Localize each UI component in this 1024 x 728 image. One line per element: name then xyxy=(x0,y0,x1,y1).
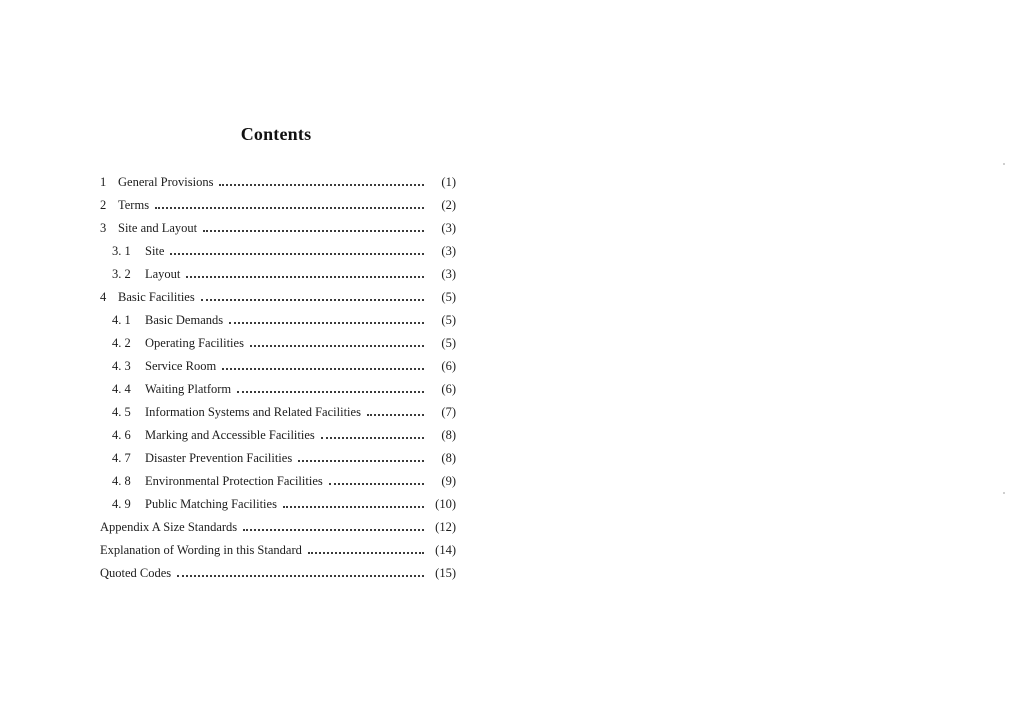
toc-entry-title: Site xyxy=(145,244,165,258)
toc-entry-number: 1 xyxy=(100,175,107,189)
toc-entry[interactable] xyxy=(100,378,456,401)
toc-entry-number: 4. 3 xyxy=(112,359,131,373)
toc-entry-title: Terms xyxy=(118,198,150,212)
toc-entry-number: 4. 7 xyxy=(112,451,131,465)
toc-entry-number: 4 xyxy=(100,290,107,304)
dot-leader xyxy=(308,542,424,554)
toc-entry-page: (5) xyxy=(441,290,456,304)
toc-entry-page: (2) xyxy=(441,198,456,212)
toc-entry-page: (9) xyxy=(441,474,456,488)
toc-entry-number: 4. 5 xyxy=(112,405,131,419)
toc-entry-title: Service Room xyxy=(145,359,217,373)
toc-entry-page: (1) xyxy=(441,175,456,189)
toc-entry-title: Waiting Platform xyxy=(145,382,232,396)
dot-leader xyxy=(203,220,424,232)
toc-entry-page: (14) xyxy=(435,543,456,557)
toc-entry[interactable] xyxy=(100,309,456,332)
toc-entry-title: Disaster Prevention Facilities xyxy=(145,451,293,465)
toc-entry[interactable] xyxy=(100,539,456,562)
dot-leader xyxy=(222,358,424,370)
toc-entry-number: 4. 8 xyxy=(112,474,131,488)
toc-entry-title: Appendix A Size Standards xyxy=(100,520,238,534)
toc-entry[interactable] xyxy=(100,171,456,194)
toc-entry[interactable] xyxy=(100,562,456,585)
toc-entry[interactable] xyxy=(100,447,456,470)
toc-entry-title: Basic Facilities xyxy=(118,290,195,304)
toc-entry[interactable] xyxy=(100,516,456,539)
toc-entry-page: (12) xyxy=(435,520,456,534)
dot-leader xyxy=(329,473,424,485)
toc-entry-number: 2 xyxy=(100,198,107,212)
toc-entry[interactable] xyxy=(100,240,456,263)
dot-leader xyxy=(170,243,424,255)
toc-entry-title: Public Matching Facilities xyxy=(145,497,277,511)
toc-entry-title: Explanation of Wording in this Standard xyxy=(100,543,302,557)
toc-entry-page: (5) xyxy=(441,313,456,327)
dot-leader xyxy=(367,404,424,416)
toc-entry-title: Site and Layout xyxy=(118,221,198,235)
toc-entry-title: Quoted Codes xyxy=(100,566,172,580)
dot-leader xyxy=(219,174,424,186)
toc-entry-number: 4. 4 xyxy=(112,382,131,396)
toc-entry-page: (15) xyxy=(435,566,456,580)
toc-entry[interactable] xyxy=(100,470,456,493)
dot-leader xyxy=(177,565,424,577)
dot-leader xyxy=(298,450,424,462)
toc-entry-title: Operating Facilities xyxy=(145,336,244,350)
table-of-contents xyxy=(100,171,456,585)
toc-entry-title: Marking and Accessible Facilities xyxy=(145,428,315,442)
toc-entry-number: 3. 1 xyxy=(112,244,131,258)
toc-entry-number: 3. 2 xyxy=(112,267,131,281)
dot-leader xyxy=(155,197,424,209)
toc-entry-page: (3) xyxy=(441,267,456,281)
toc-entry-number: 4. 1 xyxy=(112,313,131,327)
scan-speck xyxy=(1003,163,1005,165)
toc-entry-page: (8) xyxy=(441,428,456,442)
toc-entry[interactable] xyxy=(100,194,456,217)
toc-entry-title: General Provisions xyxy=(118,175,214,189)
dot-leader xyxy=(237,381,424,393)
toc-entry-page: (3) xyxy=(441,221,456,235)
dot-leader xyxy=(186,266,424,278)
toc-entry-page: (5) xyxy=(441,336,456,350)
toc-entry-number: 4. 6 xyxy=(112,428,131,442)
toc-entry-title: Environmental Protection Facilities xyxy=(145,474,323,488)
toc-entry[interactable] xyxy=(100,493,456,516)
toc-entry[interactable] xyxy=(100,355,456,378)
toc-entry-page: (7) xyxy=(441,405,456,419)
toc-entry[interactable] xyxy=(100,286,456,309)
toc-entry[interactable] xyxy=(100,332,456,355)
toc-entry-page: (8) xyxy=(441,451,456,465)
toc-entry-page: (6) xyxy=(441,359,456,373)
page-title: Contents xyxy=(240,124,312,144)
toc-entry-page: (3) xyxy=(441,244,456,258)
toc-entry[interactable] xyxy=(100,424,456,447)
toc-entry-title: Layout xyxy=(145,267,181,281)
toc-entry[interactable] xyxy=(100,263,456,286)
dot-leader xyxy=(283,496,424,508)
toc-entry[interactable] xyxy=(100,401,456,424)
toc-entry-page: (10) xyxy=(435,497,456,511)
toc-entry-title: Basic Demands xyxy=(145,313,224,327)
toc-entry-page: (6) xyxy=(441,382,456,396)
scan-speck xyxy=(1003,492,1005,494)
dot-leader xyxy=(321,427,424,439)
toc-entry-number: 3 xyxy=(100,221,107,235)
dot-leader xyxy=(201,289,424,301)
dot-leader xyxy=(243,519,424,531)
dot-leader xyxy=(250,335,424,347)
dot-leader xyxy=(229,312,424,324)
toc-entry-title: Information Systems and Related Facilities xyxy=(145,405,361,419)
toc-entry-number: 4. 2 xyxy=(112,336,131,350)
toc-entry-number: 4. 9 xyxy=(112,497,131,511)
toc-entry[interactable] xyxy=(100,217,456,240)
